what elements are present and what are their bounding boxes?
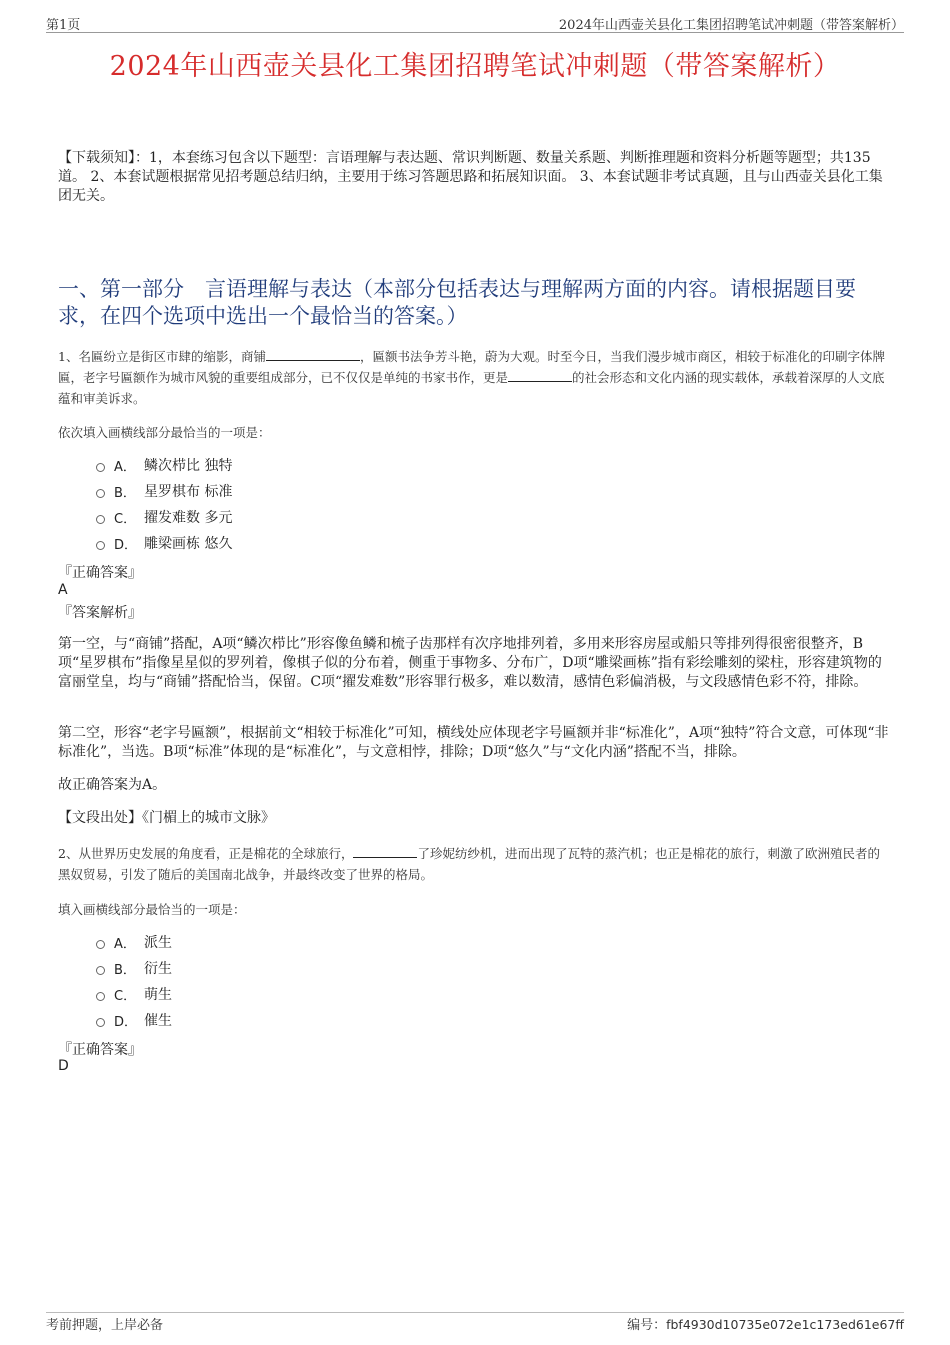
radio-icon[interactable] [96, 463, 105, 472]
radio-icon[interactable] [96, 489, 105, 498]
question-1-source: 【文段出处】《门楣上的城市文脉》 [58, 810, 275, 826]
question-1-analysis-label: 『答案解析』 [58, 605, 142, 621]
option-letter: D． [114, 1014, 138, 1030]
question-1-analysis-p2: 第二空，形容“老字号匾额”，根据前文“相较于标准化”可知，横线处应体现老字号匾额并非“标准化”，A项“独特”符合文意，可体现“非标准化”，当选。B项“标准”体现的是“标准化”，与文意相悖，排除；D项“悠久”与“文化内涵”搭配不当，排除。 [58, 725, 889, 760]
question-2-option-d[interactable] [96, 1010, 172, 1030]
question-1-blank-2 [508, 368, 572, 382]
footer-code [627, 1314, 904, 1333]
radio-icon[interactable] [96, 966, 105, 975]
option-text: 衍生 [144, 961, 172, 977]
question-1-answer: A [58, 582, 68, 598]
question-2-text-part1: 2、从世界历史发展的角度看，正是棉花的全球旅行， [58, 846, 354, 861]
option-letter: B． [114, 485, 136, 501]
question-1-text [58, 346, 890, 409]
footer-code-value: fbf4930d10735e072e1c173ed61e67ff [666, 1317, 904, 1332]
question-2-option-b[interactable] [96, 958, 172, 978]
option-letter: C． [114, 988, 137, 1004]
page-title: 2024年山西壶关县化工集团招聘笔试冲刺题（带答案解析） [109, 51, 841, 82]
option-text: 擢发难数 多元 [144, 510, 233, 526]
question-1-blank-1 [266, 347, 360, 361]
option-text: 雕梁画栋 悠久 [144, 536, 233, 552]
question-1-option-b[interactable] [96, 481, 232, 501]
question-1-text-part2: ，匾额书法争芳斗艳，蔚为大观。时至今日，当我们漫步城市商区，相较于标准化的印刷字体牌匾，老字号匾额作为城市风貌的重要组成部分，已不仅仅是单纯的书家书作，更是 [58, 349, 885, 385]
question-2-instruction: 填入画横线部分最恰当的一项是： [58, 902, 246, 917]
option-letter: A． [114, 936, 136, 952]
question-1-instruction: 依次填入画横线部分最恰当的一项是： [58, 425, 271, 440]
question-1-answer-label: 『正确答案』 [58, 565, 142, 581]
option-text: 萌生 [144, 987, 172, 1003]
option-text: 鳞次栉比 独特 [144, 458, 233, 474]
question-1-text-part3: 的社会形态和文化内涵的现实载体，承载着深厚的人文底蕴和审美诉求。 [58, 370, 885, 406]
download-notice: 【下载须知】：1，本套练习包含以下题型：言语理解与表达题、常识判断题、数量关系题、判断推理题和资料分析题等题型；共135道。 2、本套试题根据常见招考题总结归纳，主要用于练习答题思路和拓展知识面。 3、本套试题非考试真题，且与山西壶关县化工集团无关。 [58, 150, 883, 204]
question-1-option-d[interactable] [96, 533, 232, 553]
question-1-text-part1: 1、名匾纷立是街区市肆的缩影，商铺 [58, 349, 266, 364]
option-letter: C． [114, 511, 137, 527]
footer-slogan: 考前押题，上岸必备 [46, 1318, 164, 1333]
question-2-option-c[interactable] [96, 984, 172, 1004]
option-text: 星罗棋布 标准 [144, 484, 233, 500]
section-title: 一、第一部分 言语理解与表达（本部分包括表达与理解两方面的内容。请根据题目要求，在四个选项中选出一个最恰当的答案。） [58, 277, 856, 328]
radio-icon[interactable] [96, 992, 105, 1001]
footer-divider [46, 1312, 904, 1313]
option-text: 催生 [144, 1013, 172, 1029]
option-letter: A． [114, 459, 136, 475]
question-1-option-a[interactable] [96, 455, 232, 475]
question-1-analysis-p3: 故正确答案为A。 [58, 777, 167, 793]
option-letter: B． [114, 962, 136, 978]
radio-icon[interactable] [96, 940, 105, 949]
radio-icon[interactable] [96, 515, 105, 524]
question-2-answer: D [58, 1058, 69, 1074]
option-letter: D． [114, 537, 138, 553]
header-page-number: 第1页 [46, 18, 81, 33]
radio-icon[interactable] [96, 541, 105, 550]
question-2-blank [353, 844, 417, 858]
footer-code-label: 编号： [627, 1318, 667, 1333]
question-2-option-a[interactable] [96, 932, 172, 952]
question-2-text [58, 843, 890, 885]
question-1-analysis-p1: 第一空，与“商铺”搭配，A项“鳞次栉比”形容像鱼鳞和梳子齿那样有次序地排列着，多用来形容房屋或船只等排列得很密很整齐，B项“星罗棋布”指像星星似的罗列着，像棋子似的分布着，侧重于事物多、分布广，D项“雕梁画栋”指有彩绘雕刻的梁柱，形容建筑物的富丽堂皇，均与“商铺”搭配恰当，保留。C项“擢发难数”形容罪行极多，难以数清，感情色彩偏消极，与文段感情色彩不符，排除。 [58, 636, 882, 690]
header-doc-title: 2024年山西壶关县化工集团招聘笔试冲刺题（带答案解析） [558, 18, 904, 33]
question-2-answer-label: 『正确答案』 [58, 1042, 142, 1058]
option-text: 派生 [144, 935, 172, 951]
radio-icon[interactable] [96, 1018, 105, 1027]
question-1-option-c[interactable] [96, 507, 232, 527]
question-2-text-part2: 了珍妮纺纱机，进而出现了瓦特的蒸汽机；也正是棉花的旅行，刺激了欧洲殖民者的黑奴贸易，引发了随后的美国南北战争，并最终改变了世界的格局。 [58, 846, 880, 882]
header-divider [46, 32, 904, 33]
